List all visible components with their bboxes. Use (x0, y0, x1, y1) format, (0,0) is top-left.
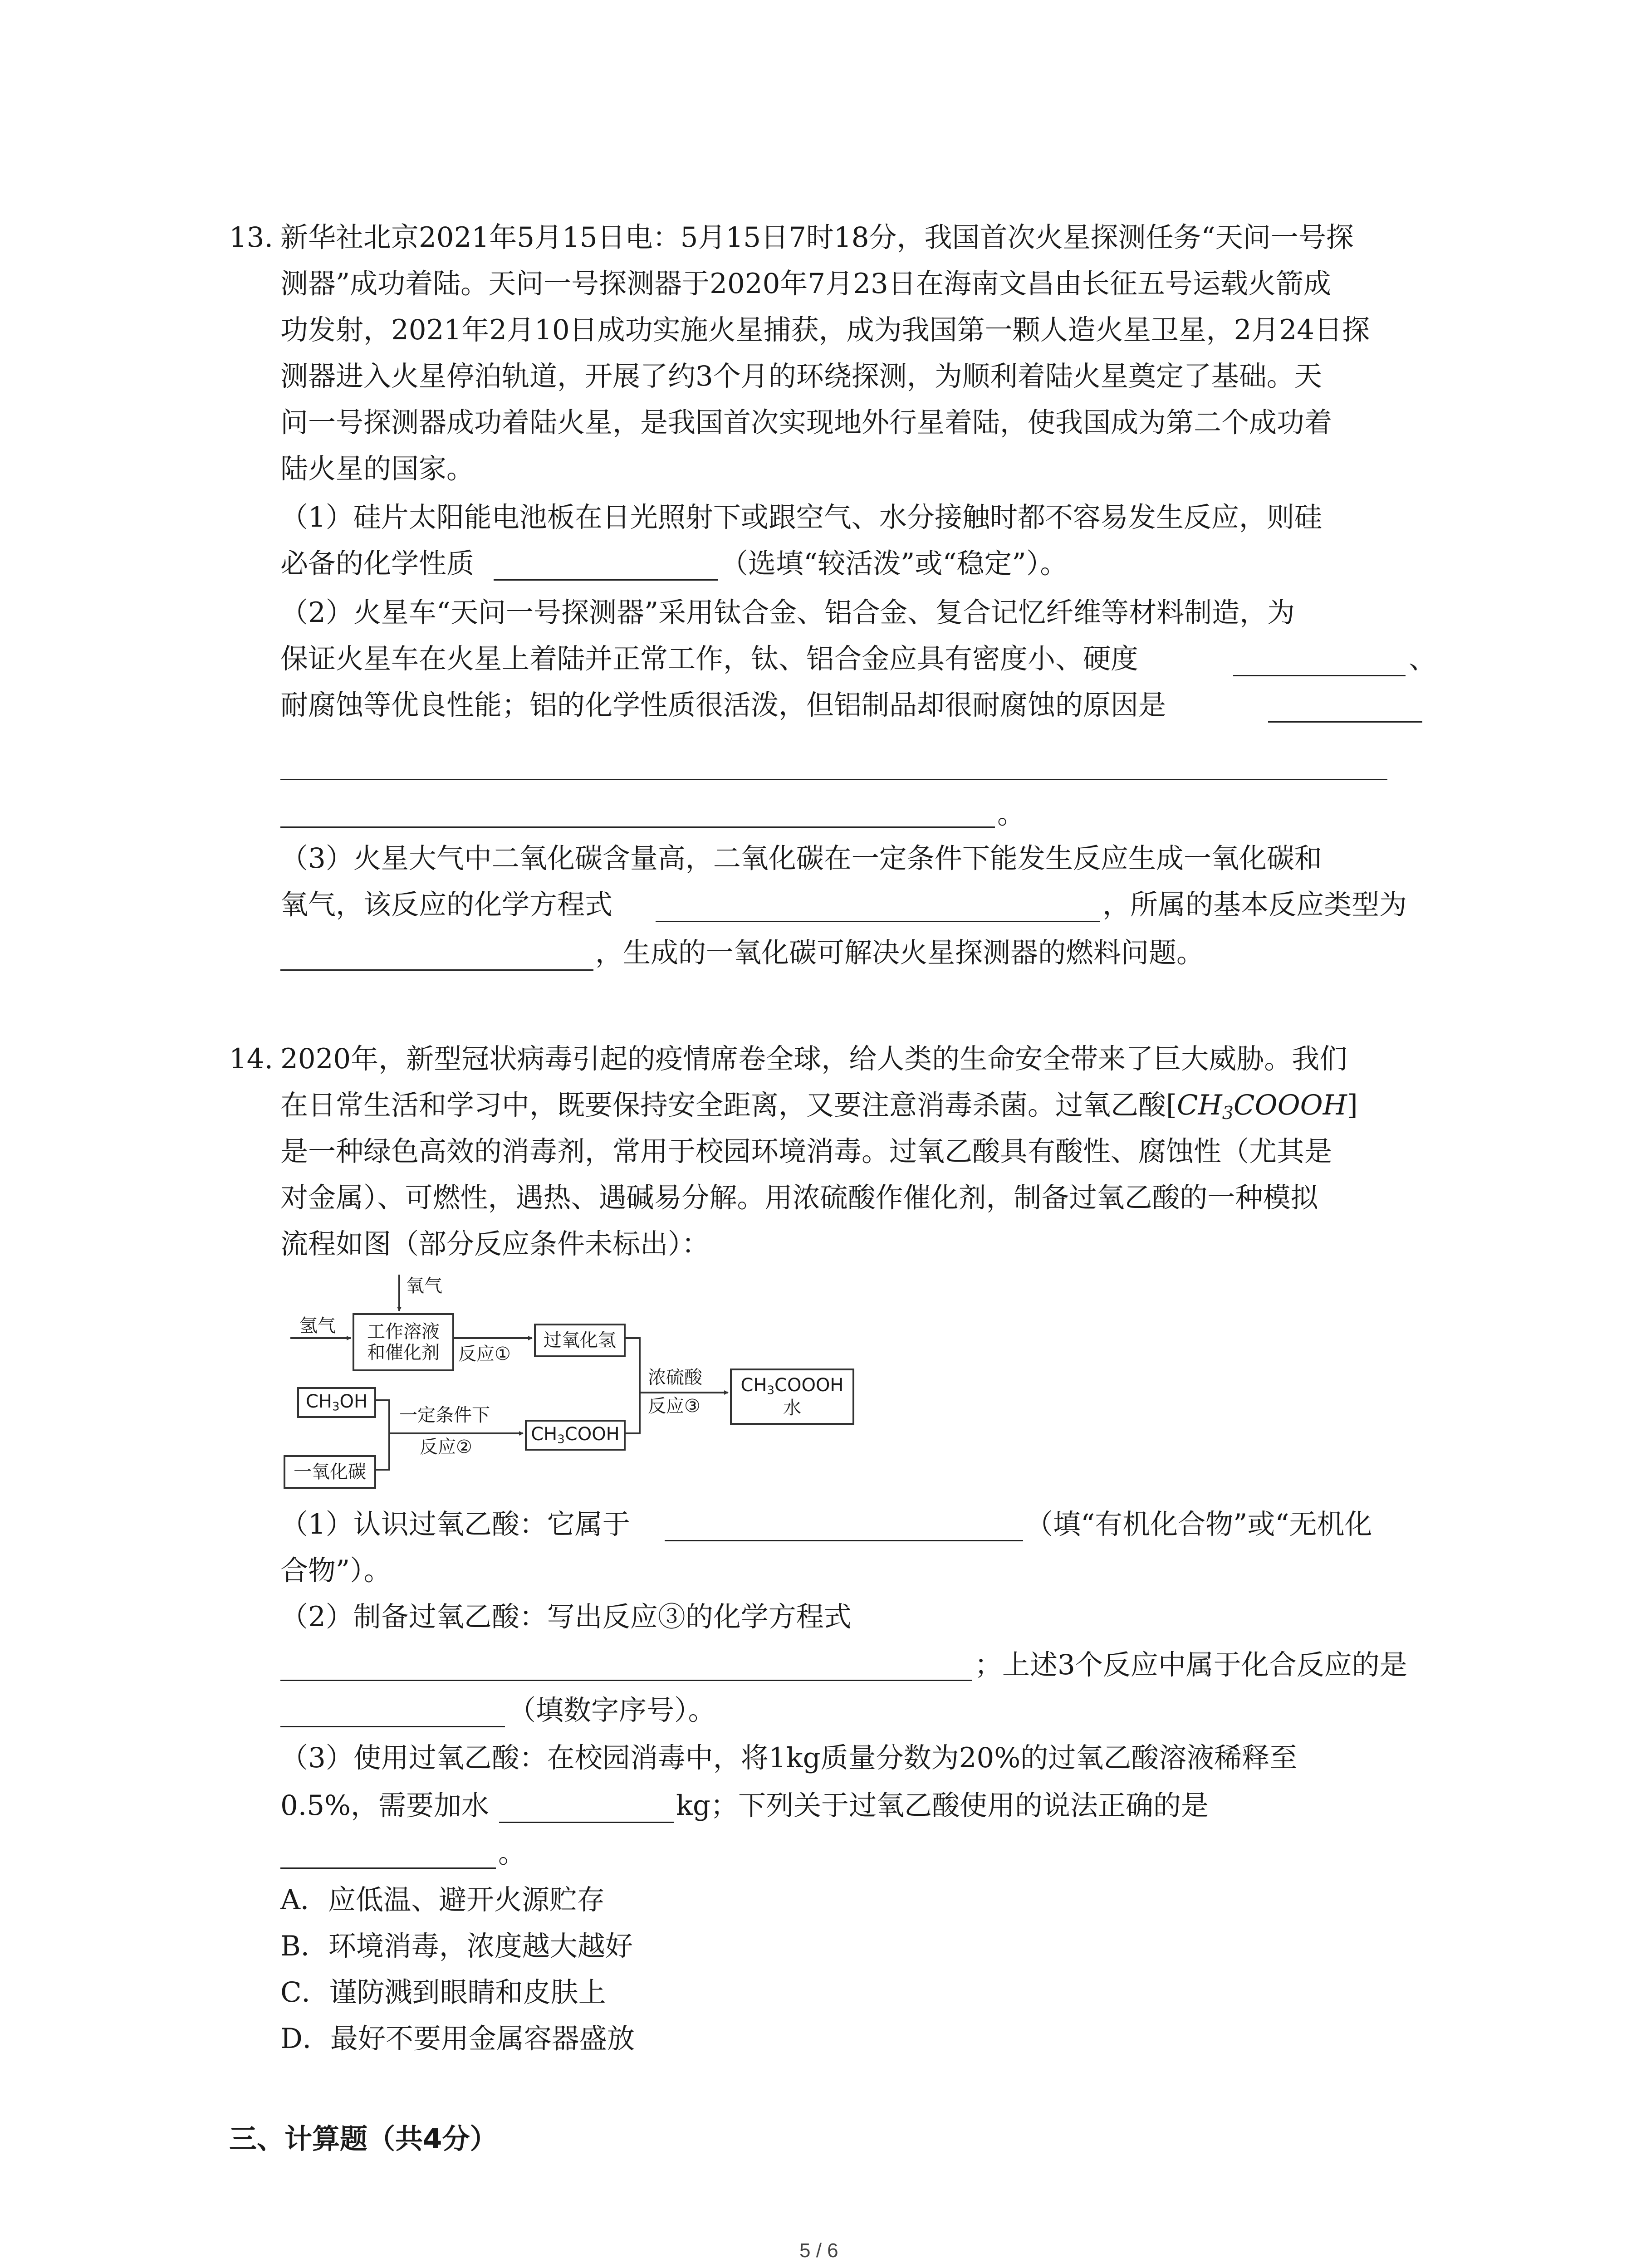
q14-option-b[interactable]: B．环境消毒，浓度越大越好 (280, 1930, 633, 1962)
q14-stem-line-5: 流程如图（部分反应条件未标出）： (280, 1228, 710, 1260)
q14-part3-text-c: 。 (498, 1837, 526, 1869)
q13-stem-line-4: 测器进入火星停泊轨道，开展了约3个月的环绕探测，为顺利着陆火星奠定了基础。天 (280, 360, 1322, 392)
q13-stem-line-5: 问一号探测器成功着陆火星，是我国首次实现地外行星着陆，使我国成为第二个成功着 (280, 406, 1332, 439)
q13-part1-line-1: （1）硅片太阳能电池板在日光照射下或跟空气、水分接触时都不容易发生反应，则硅 (280, 501, 1322, 533)
q13-part3-line-2b: ，所属的基本反应类型为 (1102, 889, 1407, 921)
q14-part1-answer-blank[interactable] (665, 1540, 1023, 1541)
q13-part2-line-2b: 、 (1409, 643, 1437, 675)
q14-stem-line-1: 2020年，新型冠状病毒引起的疫情席卷全球，给人类的生命安全带来了巨大威胁。我们 (280, 1043, 1347, 1075)
product-water-label: 水 (783, 1398, 801, 1419)
q13-part3-line-1: （3）火星大气中二氧化碳含量高，二氧化碳在一定条件下能发生反应生成一氧化碳和 (280, 842, 1322, 875)
q14-part3-choice-blank[interactable] (280, 1867, 496, 1869)
q14-part2-text-b: ；上述3个反应中属于化合反应的是 (975, 1649, 1407, 1681)
q14-formula-close: ] (1347, 1089, 1358, 1121)
ch3oh-label: $CH_3OH$ (305, 1391, 368, 1414)
q14-part2-combination-blank[interactable] (280, 1726, 505, 1727)
catalyst-label: 和催化剂 (367, 1342, 440, 1363)
reaction1-label: 反应① (458, 1344, 511, 1364)
ch3cooh-label: $CH_3COOH$ (531, 1423, 620, 1447)
section-3-heading: 三、计算题（共4分） (229, 2123, 498, 2155)
ch3oh-box (297, 1387, 376, 1418)
q13-part2-line-3: 耐腐蚀等优良性能；铝的化学性质很活泼，但铝制品却很耐腐蚀的原因是 (280, 689, 1166, 721)
q13-part1-line-2b: （选填“较活泼”或“稳定”）。 (720, 547, 1068, 580)
oxygen-label: 氧气 (406, 1276, 442, 1296)
q14-stem-line-3: 是一种绿色高效的消毒剂，常用于校园环境消毒。过氧乙酸具有酸性、腐蚀性（尤其是 (280, 1135, 1332, 1168)
h2so4-label: 浓硫酸 (648, 1367, 702, 1388)
q14-formula: $CH_3COOOH$ (1176, 1089, 1347, 1124)
q13-stem-line-3: 功发射，2021年2月10日成功实施火星捕获，成为我国第一颗人造火星卫星，2月24日探 (280, 314, 1370, 346)
ch3cooh-connector (624, 1393, 640, 1433)
q13-part3-line-2a: 氧气，该反应的化学方程式 (280, 889, 613, 921)
q14-part3-text-a: （3）使用过氧乙酸：在校园消毒中，将1kg质量分数为20%的过氧乙酸溶液稀释至 (280, 1742, 1298, 1774)
q14-part1-text-b: （填“有机化合物”或“无机化 (1025, 1508, 1372, 1540)
q13-part3-line-3: ，生成的一氧化碳可解决火星探测器的燃料问题。 (595, 937, 1205, 969)
condition-label: 一定条件下 (399, 1405, 490, 1426)
ch3cooh-box (525, 1420, 626, 1451)
product-peracetic-label: $CH_3COOOH$ (740, 1374, 844, 1398)
q14-number: 14. (229, 1043, 274, 1075)
q13-stem-line-2: 测器”成功着陆。天问一号探测器于2020年7月23日在海南文昌由长征五号运载火箭成 (280, 268, 1331, 300)
hydrogen-label: 氢气 (299, 1315, 336, 1336)
page-number: 5 / 6 (799, 2239, 838, 2262)
q14-part3-text-b2: kg；下列关于过氧乙酸使用的说法正确的是 (676, 1789, 1209, 1822)
q14-option-d[interactable]: D．最好不要用金属容器盛放 (280, 2023, 635, 2055)
h2o2-connector (624, 1338, 640, 1393)
q13-part2-end: 。 (997, 798, 1025, 830)
reaction3-label: 反应③ (648, 1396, 700, 1417)
q14-part1-text-a: （1）认识过氧乙酸：它属于 (280, 1508, 630, 1540)
q14-stem-line-2-text: 在日常生活和学习中，既要保持安全距离，又要注意消毒杀菌。过氧乙酸[ (280, 1089, 1177, 1121)
q13-stem-line-6: 陆火星的国家。 (280, 453, 475, 485)
product-box (730, 1369, 854, 1425)
co-connector (374, 1433, 389, 1470)
q14-part3-water-blank[interactable] (499, 1822, 674, 1823)
q13-stem-line-1: 新华社北京2021年5月15日电：5月15日7时18分，我国首次火星探测任务“天问一号探 (280, 221, 1354, 254)
q14-stem-line-4: 对金属）、可燃性，遇热、遇碱易分解。用浓硫酸作催化剂，制备过氧乙酸的一种模拟 (280, 1182, 1318, 1214)
ch3oh-connector (374, 1400, 389, 1433)
q13-part2-line-2a: 保证火星车在火星上着陆并正常工作，钛、铝合金应具有密度小、硬度 (280, 643, 1139, 675)
q14-part2-text-a: （2）制备过氧乙酸：写出反应③的化学方程式 (280, 1601, 852, 1633)
q13-part1-line-2a: 必备的化学性质 (280, 547, 475, 580)
work-solution-label: 工作溶液 (367, 1321, 440, 1342)
q14-part1-text-c: 合物”）。 (280, 1554, 392, 1587)
reaction2-label: 反应② (420, 1437, 472, 1457)
q14-option-c[interactable]: C．谨防溅到眼睛和皮肤上 (280, 1976, 606, 2009)
work-solution-box (353, 1313, 454, 1371)
q13-part2-line-1: （2）火星车“天问一号探测器”采用钛合金、铝合金、复合记忆纤维等材料制造，为 (280, 596, 1295, 629)
q14-part3-text-b1: 0.5%，需要加水 (280, 1789, 489, 1822)
q14-part2-text-c: （填数字序号）。 (508, 1694, 716, 1726)
h2o2-box: 过氧化氢 (534, 1324, 626, 1357)
co-box: 一氧化碳 (284, 1455, 376, 1489)
q13-number: 13. (229, 221, 274, 254)
q14-part2-equation-blank[interactable] (280, 1680, 972, 1681)
q14-option-a[interactable]: A．应低温、避开火源贮存 (280, 1884, 605, 1916)
